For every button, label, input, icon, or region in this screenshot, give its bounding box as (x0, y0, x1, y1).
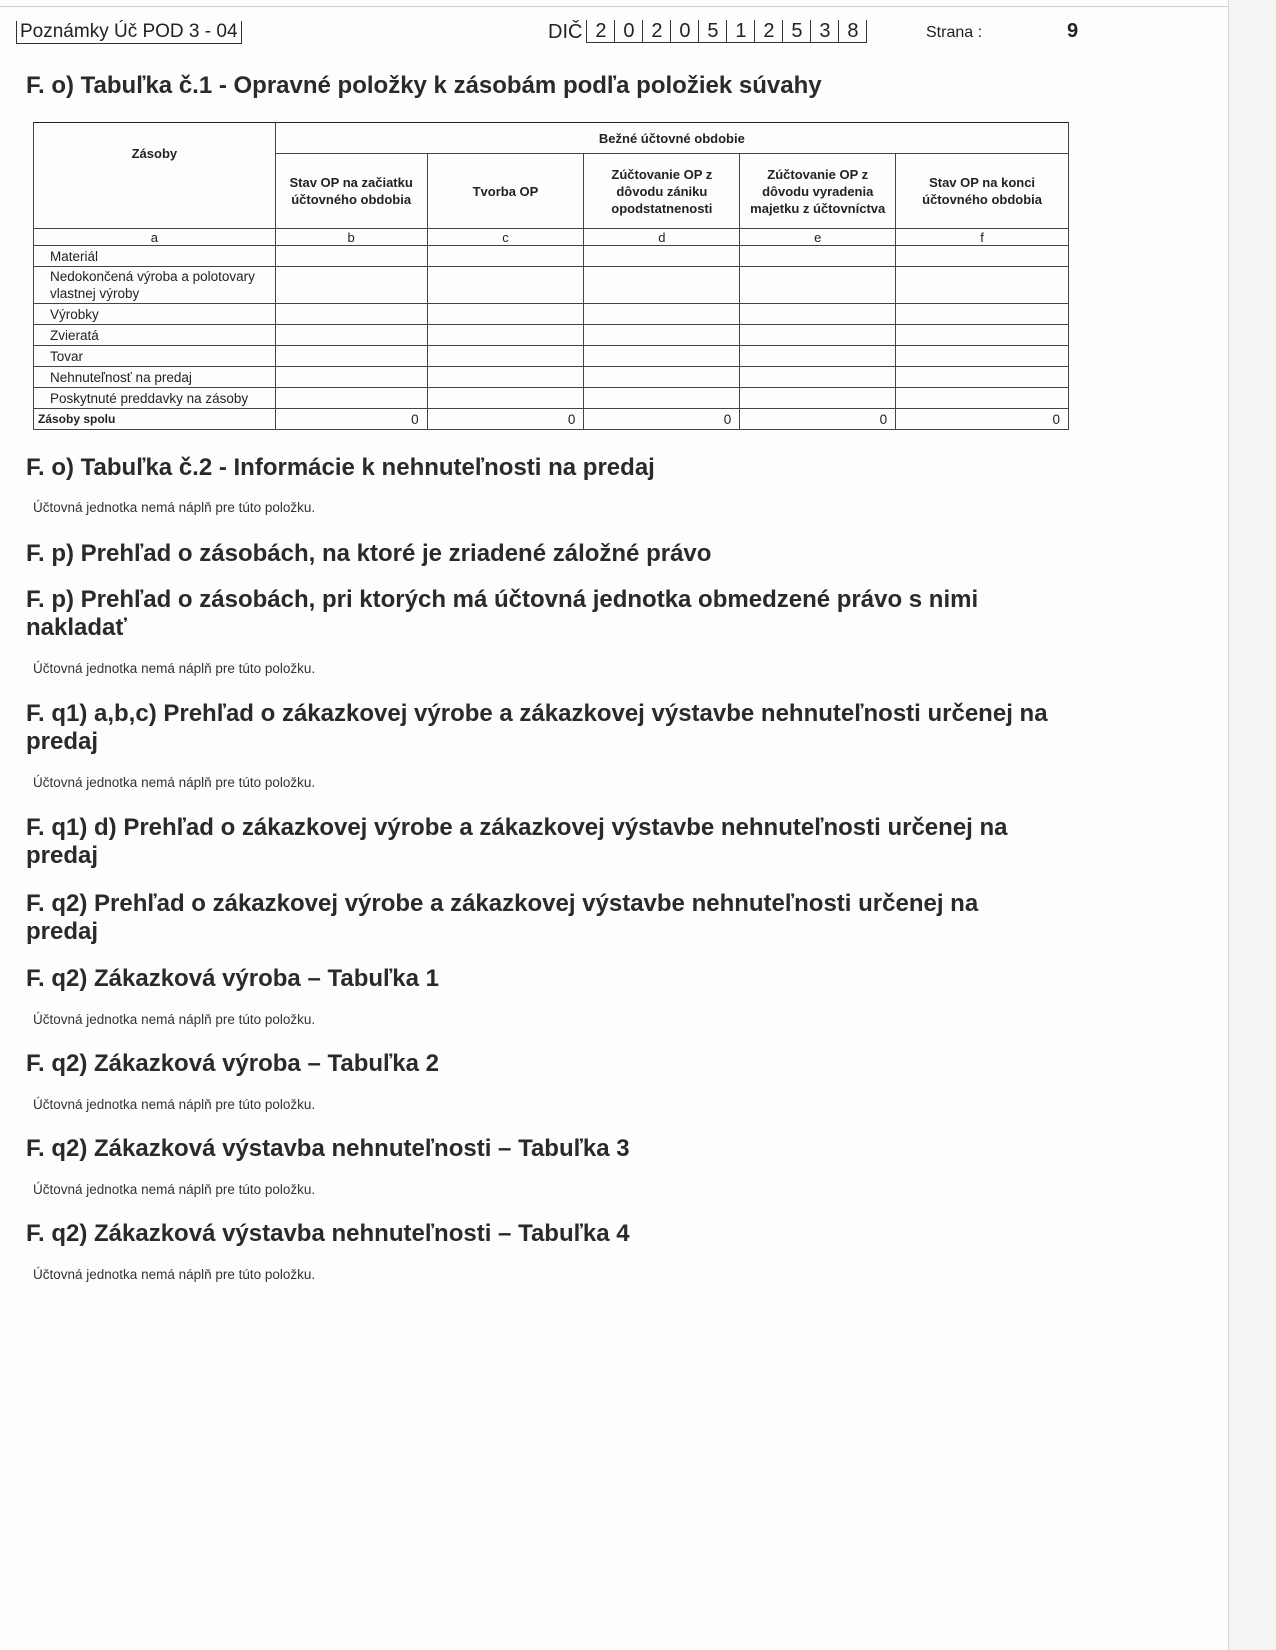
table-row (34, 388, 1069, 409)
col-letter: d (584, 229, 740, 246)
dic-digit: 0 (671, 20, 699, 42)
empty-note: Účtovná jednotka nemá náplň pre túto položku. (33, 500, 316, 515)
row-label: Poskytnuté preddavky na zásoby (34, 388, 276, 409)
page-number: 9 (1067, 20, 1079, 42)
empty-note: Účtovná jednotka nemá náplň pre túto položku. (33, 1097, 316, 1112)
col-header: Stav OP na konci účtovného obdobia (896, 154, 1069, 229)
scan-edge-right (1228, 0, 1229, 1650)
col-group-header: Bežné účtovné obdobie (275, 123, 1068, 154)
section-heading: F. q2) Zákazková výstavba nehnuteľnosti – Tabuľka 4 (26, 1220, 630, 1247)
col-header: Tvorba OP (427, 154, 584, 229)
table-row (34, 267, 1069, 304)
col-header: Stav OP na začiatku účtovného obdobia (275, 154, 427, 229)
section-heading: F. q2) Prehľad o zákazkovej výrobe a zákazkovej výstavbe nehnuteľnosti určenej na predaj (26, 890, 979, 945)
dic-digit: 2 (755, 20, 783, 42)
row-label: Nehnuteľnosť na predaj (34, 367, 276, 388)
empty-note: Účtovná jednotka nemá náplň pre túto položku. (33, 1267, 316, 1282)
col-header: Zúčtovanie OP z dôvodu zániku opodstatnenosti (584, 154, 740, 229)
section-heading: F. p) Prehľad o zásobách, na ktoré je zriadené záložné právo (26, 540, 712, 567)
dic-digit: 5 (783, 20, 811, 42)
row-label: Tovar (34, 346, 276, 367)
row-label: Nedokončená výroba a polotovary vlastnej výroby (34, 267, 276, 304)
section-heading: F. p) Prehľad o zásobách, pri ktorých má účtovná jednotka obmedzené právo s nimi nakladať (26, 586, 979, 641)
col-header: Zúčtovanie OP z dôvodu vyradenia majetku z účtovníctva (740, 154, 896, 229)
row-label: Výrobky (34, 304, 276, 325)
empty-note: Účtovná jednotka nemá náplň pre túto položku. (33, 661, 316, 676)
dic-digit: 5 (699, 20, 727, 42)
table-row (34, 246, 1069, 267)
dic-label: DIČ (548, 21, 583, 43)
dic-digit: 0 (615, 20, 643, 42)
page-label: Strana : (926, 24, 983, 41)
row-header-zasoby: Zásoby (34, 123, 276, 229)
dic-digit: 2 (587, 20, 615, 42)
col-letter: b (275, 229, 427, 246)
empty-note: Účtovná jednotka nemá náplň pre túto položku. (33, 1182, 316, 1197)
row-label: Zvieratá (34, 325, 276, 346)
empty-note: Účtovná jednotka nemá náplň pre túto položku. (33, 1012, 316, 1027)
col-letter: c (427, 229, 584, 246)
dic-digit: 2 (643, 20, 671, 42)
scan-edge-top (0, 6, 1230, 7)
total-value: 0 (896, 409, 1069, 430)
table1-title: F. o) Tabuľka č.1 - Opravné položky k zásobám podľa položiek súvahy (26, 72, 822, 99)
col-letter: e (740, 229, 896, 246)
table-group-header-row (34, 123, 1069, 154)
dic-digit: 8 (839, 20, 867, 42)
dic-field (548, 20, 867, 43)
section-heading: F. q2) Zákazková výroba – Tabuľka 2 (26, 1050, 439, 1077)
col-letter: f (896, 229, 1069, 246)
total-value: 0 (740, 409, 896, 430)
total-label: Zásoby spolu (34, 409, 276, 430)
column-letter-row (34, 229, 1069, 246)
total-value: 0 (275, 409, 427, 430)
table-row (34, 325, 1069, 346)
dic-digit: 1 (727, 20, 755, 42)
table-row (34, 346, 1069, 367)
empty-note: Účtovná jednotka nemá náplň pre túto položku. (33, 775, 316, 790)
total-row (34, 409, 1069, 430)
section-heading: F. q1) a,b,c) Prehľad o zákazkovej výrobe a zákazkovej výstavbe nehnuteľnosti určenej na predaj (26, 700, 1048, 755)
form-code: Poznámky Úč POD 3 - 04 (16, 21, 242, 44)
reserves-table (33, 122, 1069, 430)
total-value: 0 (584, 409, 740, 430)
dic-digit: 3 (811, 20, 839, 42)
row-label: Materiál (34, 246, 276, 267)
section-heading: F. o) Tabuľka č.2 - Informácie k nehnuteľnosti na predaj (26, 454, 655, 481)
total-value: 0 (427, 409, 584, 430)
section-heading: F. q2) Zákazková výstavba nehnuteľnosti – Tabuľka 3 (26, 1135, 630, 1162)
dic-digit-boxes (586, 20, 867, 43)
section-heading: F. q1) d) Prehľad o zákazkovej výrobe a zákazkovej výstavbe nehnuteľnosti určenej na predaj (26, 814, 1008, 869)
table-row (34, 304, 1069, 325)
table-row (34, 367, 1069, 388)
scan-margin (1229, 0, 1276, 1650)
section-heading: F. q2) Zákazková výroba – Tabuľka 1 (26, 965, 439, 992)
col-letter: a (34, 229, 276, 246)
